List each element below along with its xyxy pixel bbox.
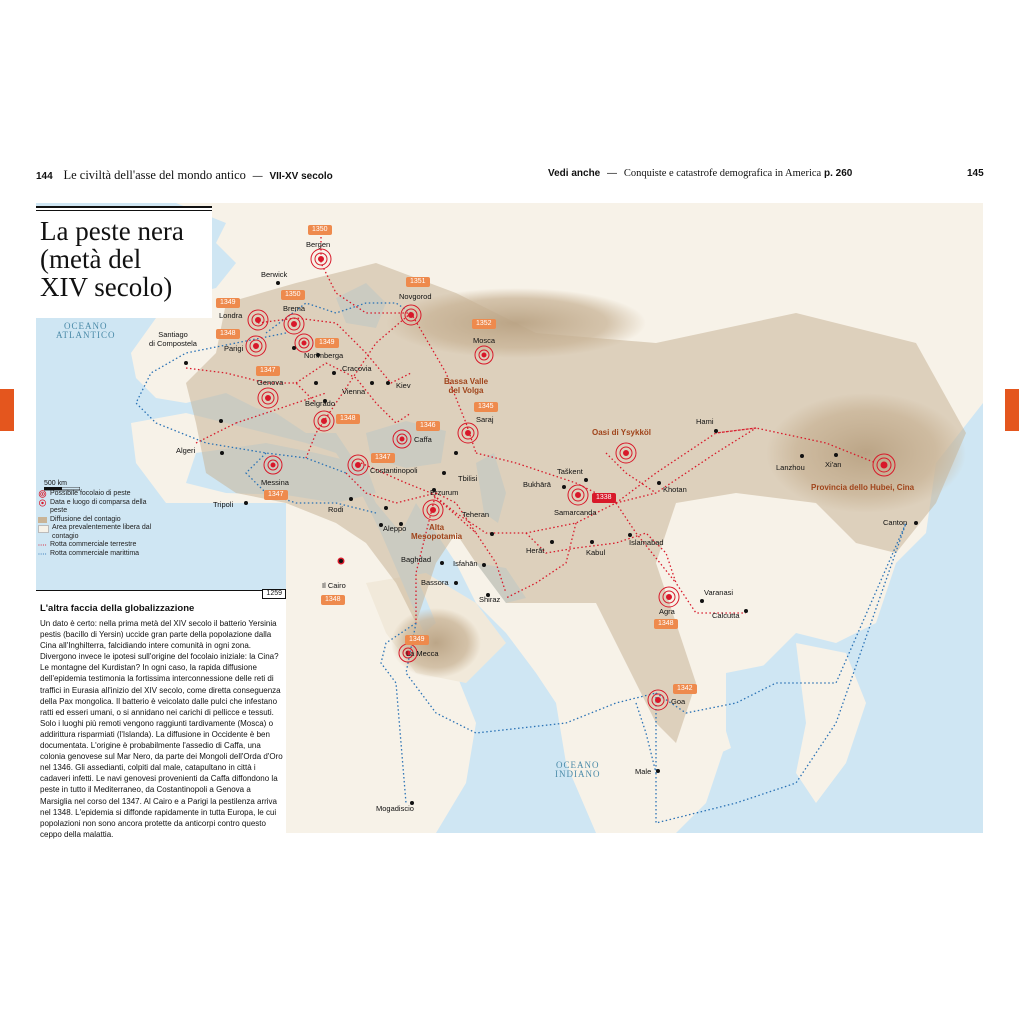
left-edge-tab: [0, 389, 14, 431]
date-tag-mosca: 1352: [472, 319, 496, 329]
city-hami: Hami: [696, 417, 714, 426]
chapter-title: Le civiltà dell'asse del mondo antico: [63, 168, 246, 182]
contagion-swatch-icon: [38, 517, 47, 523]
date-tag-londra: 1349: [216, 298, 240, 308]
date-tag-brema: 1350: [281, 290, 305, 300]
city-goa: Goa: [671, 697, 686, 706]
atlantic-line1: OCEANO: [64, 321, 108, 331]
indian-line1: OCEANO: [556, 760, 600, 770]
city-belgrado: Belgrado: [305, 399, 336, 408]
legend-focus: [38, 490, 160, 499]
right-edge-tab: [1005, 389, 1019, 431]
legend-sea-route-label: Rotta commerciale marittima: [50, 549, 140, 557]
city-brema: Brema: [283, 304, 306, 313]
date-tag-belgrado: 1348: [336, 414, 360, 424]
article-year-badge: 1259: [262, 589, 286, 599]
city-costantinopoli: Costantinopoli: [370, 466, 418, 475]
date-tag-samarcanda: 1338: [592, 493, 616, 503]
map-title: [40, 217, 212, 301]
city-novgorod: Novgorod: [399, 292, 432, 301]
scale-label: 500 km: [44, 480, 67, 487]
city-saraj: Saraj: [476, 415, 494, 424]
santiago-line2: di Compostela: [149, 339, 197, 348]
city-rodi: Rodi: [328, 505, 344, 514]
chapter-period: VII-XV secolo: [269, 171, 333, 182]
city-cracovia: Cracovia: [342, 364, 372, 373]
city-parigi: Parigi: [224, 344, 244, 353]
city-lanzhou: Lanzhou: [776, 463, 805, 472]
see-also-link[interactable]: Conquiste e catastrofe demografica in America: [623, 168, 822, 179]
right-page-number: 145: [967, 168, 984, 179]
city-il-cairo: Il Cairo: [322, 581, 346, 590]
article-body: Un dato è certo: nella prima metà del XIV secolo il batterio Yersinia pestis (bacillo di Yersin) uccide gran parte della popolazione dalla Cina all'Inghilterra, falcidiando intere comunità in ogni zona. Divergono invece le ipotesi sull'origine del focolaio iniziale: la Cina? Le montagne del Kurdistan? In ogni caso, la rapida diffusione dell'epidemia testimonia la fortissima interconnessione delle reti di traffici in Eurasia all'inizio del XIV secolo, come diretta conseguenza della Pax mongolica. Il batterio è veicolato dalle pulci che infestano ratti ed esseri umani, o si annidano nei carichi di pellicce e tessuti. Solo i luoghi più remoti vengono raggiunti tardivamente (Mosca) o addirittura risparmiati (l'Islanda). La diffusione in Occidente è ben documentata. L'origine è probabilmente l'assedio di Caffa, una colonia genovese sul Mar Nero, da parte dei Mongoli dell'Orda d'Oro nel 1346. Gli assedianti, colpiti dal male, catapultano in città i cadaveri infetti. Le navi genovesi provenienti da Caffa diffondono la peste in tutto il Mediterraneo, da Costantinopoli a Genova a Marsiglia nel corso del 1347. Al Cairo e a Parigi la pestilenza arriva nel 1348. L'epidemia si diffonde rapidamente in tutta Europa, le cui popolazioni non sono ancora protette da anticorpi contro questo ceppo della malattia.: [40, 619, 283, 839]
map-title-box: [36, 206, 212, 318]
date-tag-agra: 1348: [654, 619, 678, 629]
date-tag-norimberga: 1349: [315, 338, 339, 348]
region-volga: [444, 377, 488, 395]
city-khotan: Khotan: [663, 485, 687, 494]
city-caffa: Caffa: [414, 435, 432, 444]
city-bergen: Bergen: [306, 240, 331, 249]
meso-line2: Mesopotamia: [411, 532, 463, 541]
city-baghdad: Baghdad: [401, 555, 432, 564]
city-vienna: Vienna: [342, 387, 366, 396]
sea-route-line-icon: [38, 550, 47, 558]
legend-contagion-label: Diffusione del contagio: [50, 515, 121, 523]
right-page-header: [548, 168, 852, 179]
city-berwick: Berwick: [261, 270, 288, 279]
title-line3: XIV secolo): [40, 272, 173, 302]
indian-ocean-label: [555, 761, 601, 779]
left-page-number: 144: [36, 171, 53, 182]
left-page-header: [36, 168, 333, 183]
article-box: [36, 590, 286, 839]
title-line2: (metà del: [40, 244, 142, 274]
city-santiago: [149, 330, 197, 348]
date-tag-messina: 1347: [264, 490, 288, 500]
date-tag-parigi: 1348: [216, 329, 240, 339]
see-also-dash: —: [607, 168, 618, 179]
atlantic-ocean-label: [56, 322, 116, 340]
see-also-page[interactable]: p. 260: [823, 168, 853, 179]
header-dash: —: [252, 171, 263, 182]
article-rule: [36, 590, 286, 591]
city-norimberga: Norimberga: [304, 351, 344, 360]
legend-date: [38, 499, 160, 516]
free-area-swatch-icon: [38, 525, 49, 533]
indian-line2: INDIANO: [555, 769, 601, 779]
city-calcutta: Calcutta: [712, 611, 740, 620]
city-varanasi: Varanasi: [704, 588, 734, 597]
city-tbilisi: Tbilisi: [458, 474, 478, 483]
city-genova: Genova: [257, 378, 284, 387]
city-herat: Herāt: [526, 546, 545, 555]
city-shiraz: Shiraz: [479, 595, 501, 604]
map-legend: [38, 490, 160, 558]
date-tag-bergen: 1350: [308, 225, 332, 235]
city-islamabad: Islamabad: [629, 538, 664, 547]
title-rule: [36, 210, 212, 211]
city-la-mecca: La Mecca: [406, 649, 439, 658]
date-tag-caffa: 1346: [416, 421, 440, 431]
city-kiev: Kiev: [396, 381, 411, 390]
land-sea-bengal: [726, 663, 796, 763]
legend-free: [38, 524, 160, 541]
city-male: Male: [635, 767, 652, 776]
region-issyk: Oasi di Ysykköl: [592, 428, 651, 437]
article-heading: L'altra faccia della globalizzazione: [40, 603, 195, 614]
date-tag-novgorod: 1351: [406, 277, 430, 287]
land-route-line-icon: [38, 541, 47, 549]
legend-contagion: [38, 516, 160, 525]
city-mogadiscio: Mogadiscio: [376, 804, 414, 813]
city-aleppo: Aleppo: [383, 524, 407, 533]
contagion-cloud-east: [766, 393, 966, 513]
city-bukhara: Bukhārā: [523, 480, 551, 489]
date-tag-mecca: 1349: [405, 635, 429, 645]
legend-land-route: [38, 541, 160, 550]
city-canton: Canton: [883, 518, 908, 527]
region-hubei: Provincia dello Hubei, Cina: [811, 483, 915, 492]
city-tripoli: Tripoli: [213, 500, 234, 509]
see-also-label: Vedi anche: [548, 168, 601, 179]
city-isfahan: Isfahān: [453, 559, 478, 568]
title-line1: La peste nera: [40, 216, 184, 246]
city-algeri: Algeri: [176, 446, 196, 455]
date-tag-goa: 1342: [673, 684, 697, 694]
volga-line1: Bassa Valle: [444, 377, 489, 386]
volga-line2: del Volga: [448, 386, 484, 395]
city-erzurum: Erzurum: [430, 488, 459, 497]
legend-sea-route: [38, 550, 160, 559]
city-xian: Xi'an: [825, 460, 842, 469]
focus-symbol-icon: [38, 490, 47, 498]
atlantic-line2: ATLANTICO: [56, 330, 116, 340]
city-agra: Agra: [659, 607, 675, 616]
legend-focus-label: Possibile focolaio di peste: [50, 490, 131, 497]
santiago-line1: Santiago: [158, 330, 188, 339]
meso-line1: Alta: [429, 523, 445, 532]
land-se-asia: [796, 643, 866, 803]
legend-date-label: Data e luogo di comparsa della peste: [50, 498, 147, 514]
city-teheran: Teheran: [462, 510, 490, 519]
city-taskent: Taškent: [557, 467, 583, 476]
date-tag-genova: 1347: [256, 366, 280, 376]
city-bassora: Bassora: [421, 578, 449, 587]
date-symbol-icon: [38, 499, 47, 507]
date-tag-costantinopoli: 1347: [371, 453, 395, 463]
legend-land-route-label: Rotta commerciale terrestre: [50, 541, 137, 548]
date-tag-saraj: 1345: [474, 402, 498, 412]
legend-free-label: Area prevalentemente libera dal contagio: [52, 524, 152, 540]
date-tag-cairo: 1348: [321, 595, 345, 605]
city-messina: Messina: [261, 478, 289, 487]
city-mosca: Mosca: [473, 336, 496, 345]
city-kabul: Kabul: [586, 548, 606, 557]
region-mesopotamia: [411, 523, 462, 541]
city-samarcanda: Samarcanda: [554, 508, 597, 517]
city-londra: Londra: [219, 311, 243, 320]
